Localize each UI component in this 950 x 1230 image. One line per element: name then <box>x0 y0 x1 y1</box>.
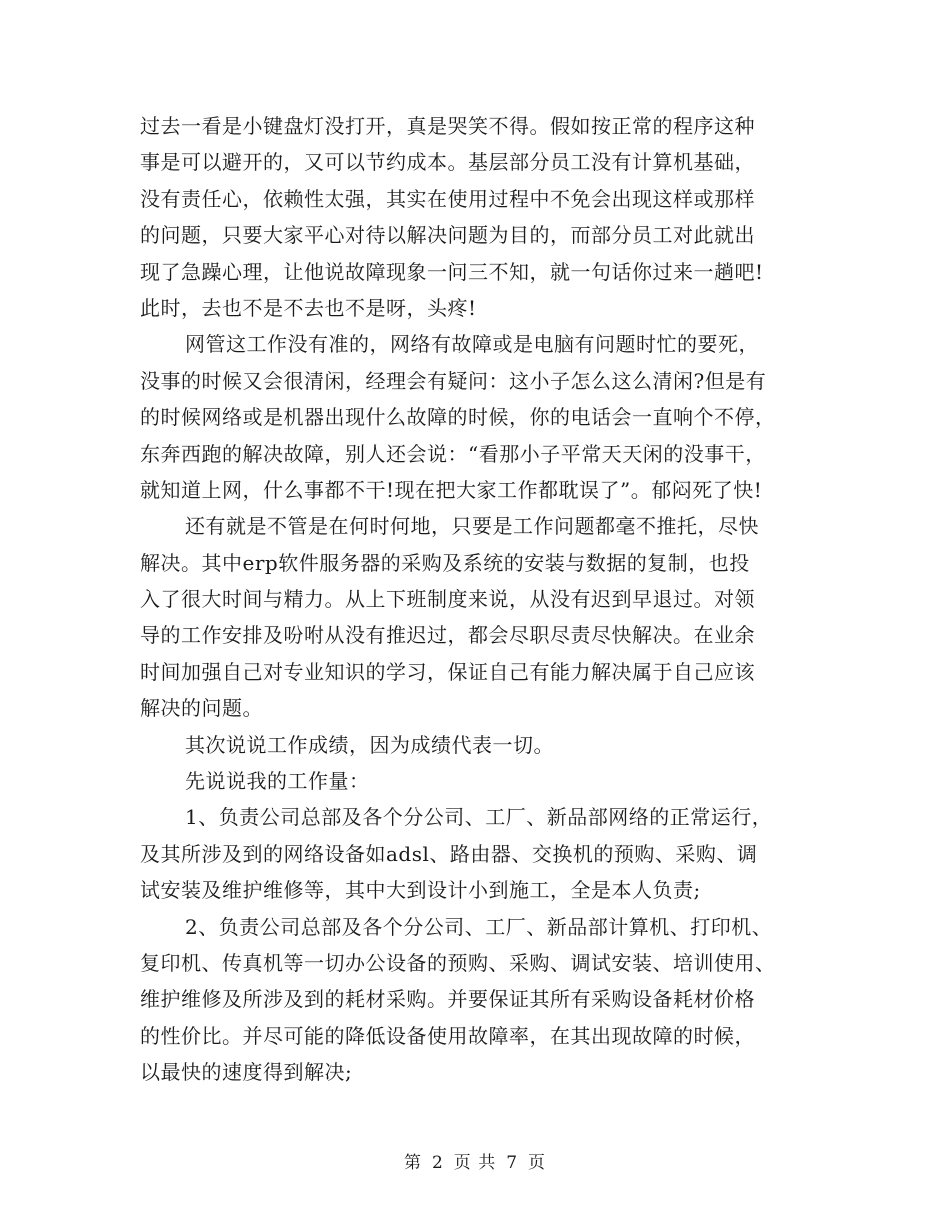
text-line: 没有责任心，依赖性太强，其实在使用过程中不免会出现这样或那样 <box>140 186 755 211</box>
text-line: 东奔西跑的解决故障，别人还会说：“看那小子平常天天闲的没事干， <box>140 441 766 466</box>
text-line: 试安装及维护维修等，其中大到设计小到施工，全是本人负责; <box>140 878 701 903</box>
text-line: 此时，去也不是不去也不是呀，头疼! <box>140 295 477 320</box>
text-line: 的时候网络或是机器出现什么故障的时候，你的电话会一直响个不停， <box>140 405 776 430</box>
page-footer <box>0 1148 950 1173</box>
text-line: 现了急躁心理，让他说故障现象一问三不知，就一句话你过来一趟吧! <box>140 259 764 284</box>
text-line: 过去一看是小键盘灯没打开，真是哭笑不得。假如按正常的程序这种 <box>140 114 755 138</box>
footer-suffix: 页 <box>528 1153 547 1173</box>
paragraph-first-line: 网管这工作没有准的，网络有故障或是电脑有问题时忙的要死， <box>185 332 759 357</box>
paragraph-first-line: 2、负责公司总部及各个分公司、工厂、新品部计算机、打印机、 <box>185 914 773 939</box>
page-number: 2 <box>431 1153 444 1173</box>
text-line: 的问题，只要大家平心对待以解决问题为目的，而部分员工对此就出 <box>140 223 755 248</box>
footer-middle: 页 共 <box>453 1153 497 1173</box>
text-line: 以最快的速度得到解决; <box>140 1060 353 1085</box>
paragraph-first-line: 还有就是不管是在何时何地，只要是工作问题都毫不推托，尽快 <box>185 514 759 539</box>
text-line: 导的工作安排及吩咐从没有推迟过，都会尽职尽责尽快解决。在业余 <box>140 623 755 648</box>
text-line: 就知道上网，什么事都不干!现在把大家工作都耽误了”。郁闷死了快! <box>140 477 763 502</box>
document-body <box>140 108 810 1091</box>
text-line: 及其所涉及到的网络设备如adsl、路由器、交换机的预购、采购、调 <box>140 841 758 866</box>
text-line: 入了很大时间与精力。从上下班制度来说，从没有迟到早退过。对领 <box>140 587 755 612</box>
paragraph-first-line: 1、负责公司总部及各个分公司、工厂、新品部网络的正常运行， <box>185 805 773 830</box>
text-line: 解决的问题。 <box>140 696 263 721</box>
text-line: 维护维修及所涉及到的耗材采购。并要保证其所有采购设备耗材价格 <box>140 987 755 1012</box>
text-line: 事是可以避开的，又可以节约成本。基层部分员工没有计算机基础， <box>140 150 755 175</box>
text-line: 没事的时候又会很清闲，经理会有疑问：这小子怎么这么清闲?但是有 <box>140 368 767 393</box>
total-pages: 7 <box>506 1153 519 1173</box>
text-line: 的性价比。并尽可能的降低设备使用故障率，在其出现故障的时候， <box>140 1023 755 1048</box>
text-line: 时间加强自己对专业知识的学习，保证自己有能力解决属于自己应该 <box>140 659 755 684</box>
text-line: 复印机、传真机等一切办公设备的预购、采购、调试安装、培训使用、 <box>140 950 776 975</box>
footer-prefix: 第 <box>403 1153 422 1173</box>
text-line: 解决。其中erp软件服务器的采购及系统的安装与数据的复制，也投 <box>140 550 750 575</box>
paragraph-first-line: 其次说说工作成绩，因为成绩代表一切。 <box>185 732 554 757</box>
paragraph-first-line: 先说说我的工作量： <box>185 769 370 794</box>
